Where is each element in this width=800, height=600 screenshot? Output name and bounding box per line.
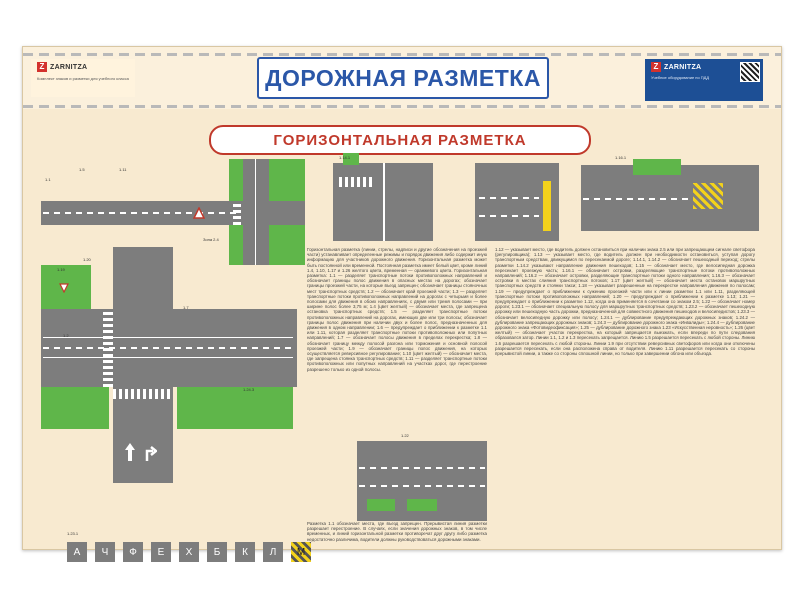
arrow-right-icon [143,443,157,461]
poster [22,46,782,558]
label-1-11: 1.11 [119,167,127,172]
label-zone: Зона 2.4 [203,237,219,242]
label-1-23-1: 1.23.1 [67,531,79,536]
marking-symbol-camera-icon: К [235,542,255,562]
label-1-14-1: 1.14.1 [339,155,351,160]
warning-sign-icon [193,207,205,219]
marking-symbol-pedestrian-icon: Ч [95,542,115,562]
marking-symbol-warning-icon: Е [151,542,171,562]
text-column-middle: Горизонтальная разметка (линии, стрелы, надписи и другие обозначения на проезжей части) устанавливает определенные режимы и порядок движения либо содержит иную информацию для участников дорожного движения. Горизонтальная разметка может быть постоянной или временной. Постоянная разметка имеет белый цвет, кроме линий 1.4, 1.10, 1.17 и 1.26 желтого цвета, временная — оранжевого цвета. Горизонтальная разметка: 1.1 — разделяет транспортные потоки противоположных направлений и обозначает границы полос движения в опасных местах на дорогах; обозначает границы проезжей части, на которые въезд запрещен; обозначает границы стояночных мест транспортных средств; 1.2 — обозначает край проезжей части; 1.3 — разделяет транспортные потоки противоположных направлений на дорогах с четырьмя и более полосами для движения в обоих направлениях, с двумя или тремя полосами — при ширине полос более 3,75 м; 1.4 (цвет желтый) — обозначает места, где запрещена остановка транспортных средств; 1.5 — разделяет транспортные потоки противоположных направлений на дорогах, имеющих две или три полосы; обозначает границы полос движения при наличии двух и более полос, предназначенных для движения в одном направлении; 1.6 — предупреждает о приближении к разметке 1.1 или 1.11, которая разделяет транспортные потоки противоположных или попутных направлений; 1.7 — обозначает полосы движения в пределах перекрестка; 1.8 — обозначает границу между полосой разгона или торможения и основной полосой проезжей части; 1.9 — обозначает границы полос движения, на которых осуществляется реверсивное регулирование; 1.10 (цвет желтый) — обозначает места, где запрещена стоянка транспортных средств; 1.11 — разделяет транспортные потоки противоположных или попутных направлений на участках дорог, где перестроение разрешено только из одной полосы. [307,247,487,372]
brand-name-left: ZARNITZA [50,63,88,71]
zarnitza-logo-icon-right: Z [651,62,661,72]
marking-symbol-speed-icon: Х [179,542,199,562]
label-1-22: 1.22 [401,433,409,438]
page-title: ДОРОЖНАЯ РАЗМЕТКА [257,57,549,99]
brand-note-left: Комплект знаков и разметки для учебного класса [37,76,129,81]
section-title: ГОРИЗОНТАЛЬНАЯ РАЗМЕТКА [209,125,591,155]
label-1-1: 1.1 [45,177,51,182]
zarnitza-logo-icon: Z [37,62,47,72]
brand-name-right: ZARNITZA [664,63,702,71]
marking-symbol-a: A [67,542,87,562]
header-dash-bottom [23,105,781,108]
qr-code-icon [740,62,760,82]
brand-left [31,59,135,97]
text-bottom: Разметка 1.1 обозначает места, где въезд запрещен. Прерывистая линия разметки разрешает перестроение. В случаях, если значения дорожных знаков, в том числе временных, и линий горизонтальной разметки противоречат друг другу либо разметка недостаточно различима, водители должны руководствоваться дорожными знаками. [307,521,487,542]
label-1-7: 1.7 [183,305,189,310]
arrow-up-icon [125,443,135,461]
marking-symbol-yellow-grid-icon: М [291,542,311,562]
label-1-20: 1.20 [83,257,91,262]
yield-sign-icon [59,283,69,293]
marking-symbol-bicycle-icon: Ф [123,542,143,562]
marking-symbol-bump-icon: Л [263,542,283,562]
brand-right [645,59,763,101]
label-1-24-3: 1.24.3 [243,387,255,392]
marking-symbols-row [67,542,311,562]
label-1-19: 1.19 [57,267,65,272]
header-dash-top [23,53,781,56]
text-column-right: 1.12 — указывает место, где водитель должен остановиться при наличии знака 2.5 или при запрещающем сигнале светофора (регулировщика); 1.13 — указывает место, где водитель должен при необходимости остановиться, уступая дорогу транспортным средствам, движущимся по пересекаемой дороге; 1.14.1, 1.14.2 — обозначает пешеходный переход; стрелы разметки 1.14.2 указывают направление движения пешеходов; 1.15 — обозначает место, где велосипедная дорожка пересекает проезжую часть; 1.16.1 — обозначает островки, разделяющие транспортные потоки противоположных направлений; 1.16.2 — обозначает островки, разделяющие транспортные потоки одного направления; 1.16.3 — обозначает островки в местах слияния транспортных потоков; 1.17 (цвет желтый) — обозначает места остановок маршрутных транспортных средств и стоянки такси; 1.18 — указывает разрешенные на перекрестке направления движения по полосам; 1.19 — предупреждает о приближении к сужению проезжей части или к линии разметки 1.1 или 1.11, разделяющей транспортные потоки противоположных направлений; 1.20 — предупреждает о приближении к разметке 1.13; 1.21 — предупреждает о приближении к разметке 1.12, когда она применяется в сочетании со знаком 2.5; 1.22 — обозначает номер дороги; 1.23.1 — обозначает специальную полосу для маршрутных транспортных средств; 1.23.2 — обозначает пешеходную дорожку или пешеходную часть дорожки, предназначенной для совместного движения пешеходов и велосипедистов; 1.23.3 — обозначает велосипедную дорожку или полосу; 1.24.1 — дублирование предупреждающих дорожных знаков; 1.24.2 — дублирование запрещающих дорожных знаков; 1.24.3 — дублирование дорожного знака «Инвалиды»; 1.24.4 — дублирование дорожного знака «Фотовидеофиксация»; 1.25 — дублирование дорожного знака 1.23 «Искусственная неровность»; 1.26 (цвет желтый) — обозначает участок перекрестка, на который запрещается выезжать, если впереди по пути следования образовался затор. Линии 1.1, 1.2 и 1.3 пересекать запрещается. Линию 1.5 разрешается пересекать с любой стороны. Линию 1.6 разрешается пересекать с любой стороны. Линии 1.9 при отсутствии реверсивных светофоров или когда они отключены разрешается пересекать, если она расположена справа от водителя. Линию 1.11 разрешается пересекать со стороны прерывистой линии, а также со стороны сплошной линии, но только при завершении обгона или объезда. [495,247,755,357]
label-1-5: 1.5 [79,167,85,172]
marking-symbol-wheelchair-icon: Б [207,542,227,562]
brand-note-right: Учебное оборудование по ПДД [651,75,710,80]
label-1-2: 1.2 [63,333,69,338]
label-1-16-1: 1.16.1 [615,155,627,160]
